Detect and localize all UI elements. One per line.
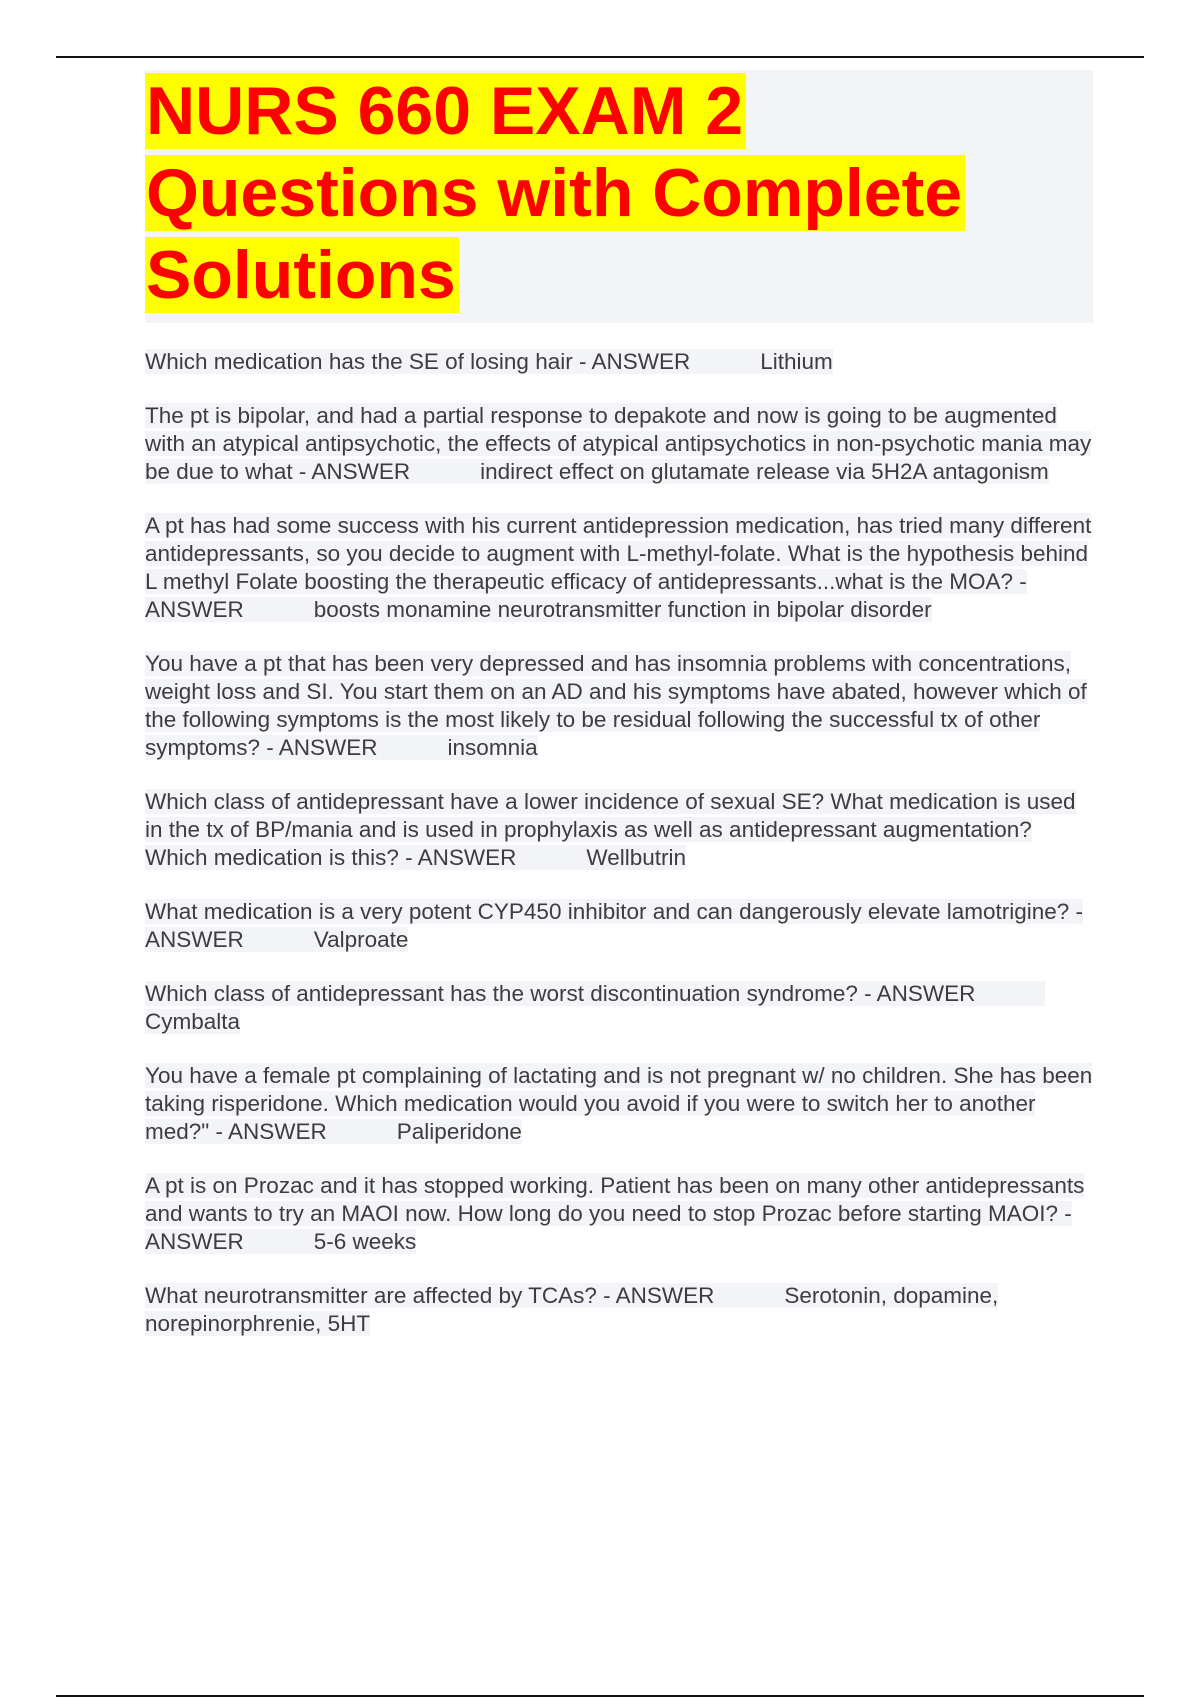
qa-item [145, 1062, 1095, 1146]
answer-text: 5-6 weeks [313, 1229, 417, 1254]
question-text: Which class of antidepressant has the worst discontinuation syndrome? - ANSWER [145, 981, 976, 1006]
top-rule [56, 56, 1144, 58]
qa-item [145, 650, 1095, 762]
answer-text: insomnia [447, 735, 538, 760]
qa-item [145, 402, 1095, 486]
question-text: A pt is on Prozac and it has stopped working. Patient has been on many other antidepressants and wants to try an MAOI now. How long do you need to stop Prozac before starting MAOI? - ANSWER [145, 1173, 1085, 1254]
qa-item [145, 980, 1095, 1036]
question-text: A pt has had some success with his current antidepression medication, has tried many different antidepressants, so you decide to augment with L-methyl-folate. What is the hypothesis behind L methyl Folate boosting the therapeutic efficacy of antidepressants...what is the MOA? - ANSWER [145, 513, 1092, 622]
question-text: Which class of antidepressant have a lower incidence of sexual SE? What medication is used in the tx of BP/mania and is used in prophylaxis as well as antidepressant augmentation? Which medication is this? - ANSWER [145, 789, 1076, 870]
question-text: Which medication has the SE of losing hair - ANSWER [145, 349, 691, 374]
answer-text: Valproate [313, 927, 409, 952]
qa-item [145, 512, 1095, 624]
document-title-text: NURS 660 EXAM 2 Questions with Complete Solutions [145, 73, 965, 313]
qa-item [145, 788, 1095, 872]
question-text: The pt is bipolar, and had a partial response to depakote and now is going to be augmented with an atypical antipsychotic, the effects of atypical antipsychotics in non-psychotic mania may be due to what - ANSWER [145, 403, 1092, 484]
answer-text: Wellbutrin [586, 845, 686, 870]
document-title [145, 70, 1093, 316]
title-block [145, 70, 1093, 323]
question-text: What neurotransmitter are affected by TCAs? - ANSWER [145, 1283, 715, 1308]
question-text: What medication is a very potent CYP450 inhibitor and can dangerously elevate lamotrigine? - ANSWER [145, 899, 1084, 952]
answer-text: Serotonin, dopamine, norepinorphrenie, 5HT [145, 1283, 999, 1336]
answer-text: boosts monamine neurotransmitter function in bipolar disorder [313, 597, 932, 622]
question-text: You have a female pt complaining of lactating and is not pregnant w/ no children. She has been taking risperidone. Which medication would you avoid if you were to switch her to another med?" - ANSWER [145, 1063, 1093, 1144]
question-text: You have a pt that has been very depressed and has insomnia problems with concentrations, weight loss and SI. You start them on an AD and his symptoms have abated, however which of the following symptoms is the most likely to be residual following the successful tx of other symptoms? - ANSWER [145, 651, 1087, 760]
qa-list [145, 348, 1095, 1364]
qa-item [145, 898, 1095, 954]
answer-text: Paliperidone [396, 1119, 522, 1144]
answer-text: indirect effect on glutamate release via 5H2A antagonism [480, 459, 1049, 484]
qa-item [145, 1172, 1095, 1256]
answer-text: Lithium [760, 349, 833, 374]
bottom-rule [56, 1695, 1144, 1697]
qa-item [145, 348, 1095, 376]
answer-text: Cymbalta [145, 1009, 241, 1034]
qa-item [145, 1282, 1095, 1338]
